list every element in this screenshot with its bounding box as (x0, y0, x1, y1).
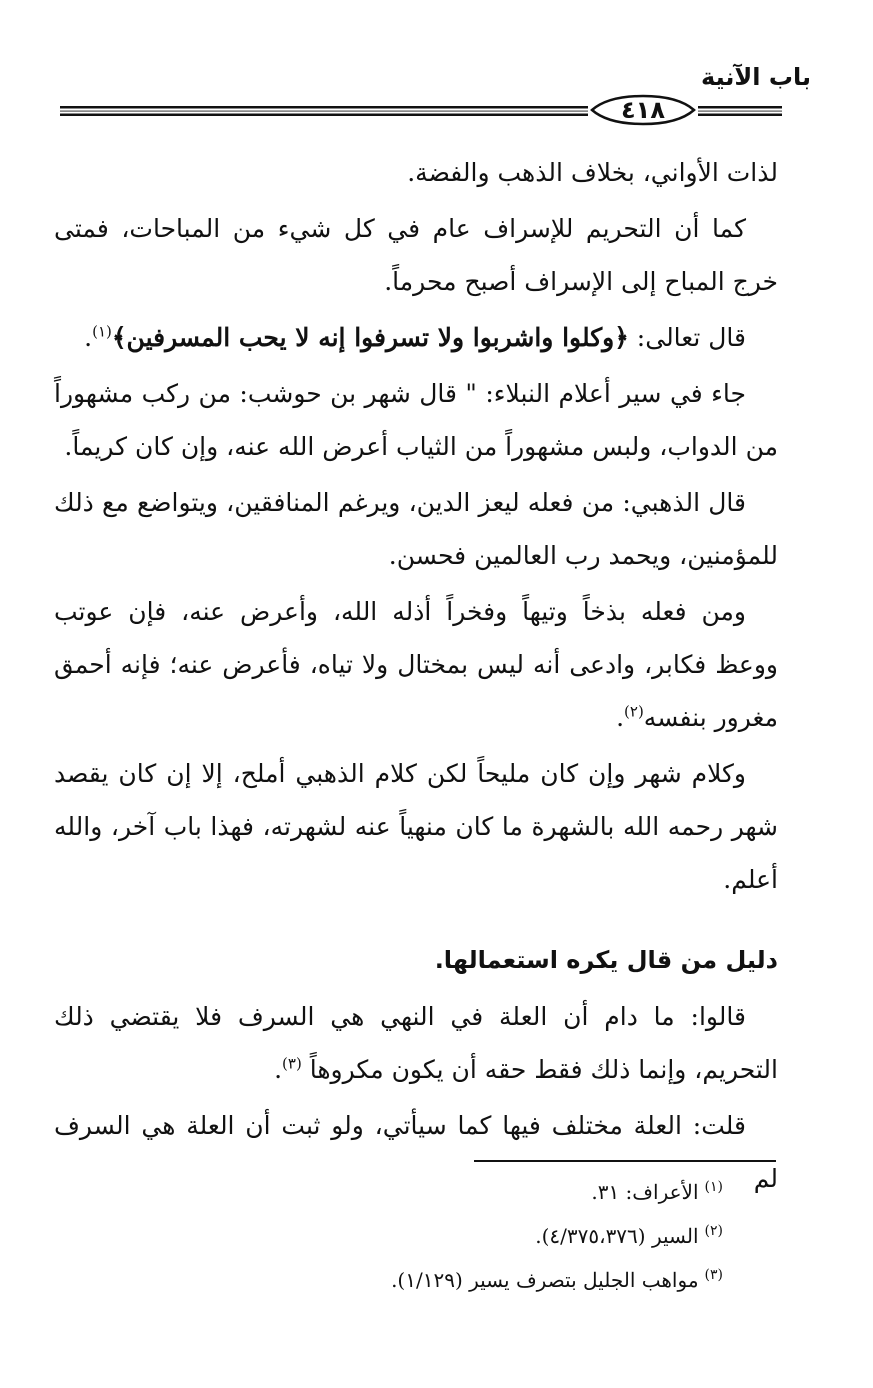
paragraph-text: وكلام شهر وإن كان مليحاً لكن كلام الذهبي أملح، إلا إن كان يقصد شهر رحمه الله بالشهرة ما كان منهياً عنه لشهرته، فهذا باب آخر، والله أعلم. (54, 759, 778, 894)
footnote-ref: (٢) (624, 702, 644, 721)
chapter-title: باب الآنية (701, 63, 811, 91)
paragraph (54, 585, 778, 744)
footnote (163, 1214, 723, 1258)
paragraph (54, 202, 778, 308)
footnote-number: (١) (704, 1179, 723, 1196)
paragraph (54, 747, 778, 906)
footnote (163, 1258, 723, 1302)
paragraph-suffix: . (274, 1055, 283, 1084)
paragraph-text: جاء في سير أعلام النبلاء: " قال شهر بن حوشب: من ركب مشهوراً من الدواب، ولبس مشهوراً من الثياب أعرض الله عنه، وإن كان كريماً. (54, 379, 778, 461)
quran-paragraph (54, 311, 778, 364)
paragraph-text: ومن فعله بذخاً وتيهاً وفخراً أذله الله، وأعرض عنه، فإن عوتب ووعظ فكابر، وادعى أنه ليس بمختال ولا تياه، فأعرض عنه؛ فإنه أحمق مغرور بنفسه (54, 597, 778, 732)
paragraph-text: قال الذهبي: من فعله ليعز الدين، ويرغم المنافقين، ويتواضع مع ذلك للمؤمنين، ويحمد رب العالمين فحسن. (54, 488, 778, 570)
footnote (163, 1170, 723, 1214)
footnote-divider (474, 1160, 776, 1162)
page-number: ٤١٨ (621, 96, 665, 124)
paragraph-text: قلت: العلة مختلف فيها كما سيأتي، ولو ثبت أن العلة هي السرف لم (54, 1111, 778, 1193)
footnote-text: الأعراف: ٣١. (591, 1180, 699, 1204)
section-heading: دليل من قال يكره استعمالها. (434, 946, 778, 974)
footnote-number: (٢) (704, 1223, 723, 1240)
footnote-ref: (٣) (282, 1054, 302, 1073)
paragraph-suffix: . (616, 703, 625, 732)
footnote-text: السير (٤/٣٧٥،٣٧٦). (535, 1224, 699, 1248)
page-number-badge (588, 93, 698, 127)
quran-verse: ﴿وكلوا واشربوا ولا تسرفوا إنه لا يحب المسرفين﴾ (111, 323, 629, 352)
footnote-ref: (١) (92, 322, 112, 341)
paragraph (54, 476, 778, 582)
paragraph (54, 367, 778, 473)
paragraph-text: لذات الأواني، بخلاف الذهب والفضة. (407, 158, 778, 187)
paragraph (54, 146, 778, 199)
footnote-text: مواهب الجليل بتصرف يسير (١/١٢٩). (391, 1268, 699, 1292)
paragraph-text: كما أن التحريم للإسراف عام في كل شيء من المباحات، فمتى خرج المباح إلى الإسراف أصبح محرماً. (54, 214, 778, 296)
paragraph (54, 990, 778, 1096)
paragraph-text: قالوا: ما دام أن العلة في النهي هي السرف فلا يقتضي ذلك التحريم، وإنما ذلك فقط حقه أن يكون مكروهاً (54, 1002, 778, 1084)
footnote-number: (٣) (704, 1267, 723, 1284)
paragraph-suffix: . (84, 323, 93, 352)
quran-intro: قال تعالى: (628, 323, 746, 352)
body-text (54, 146, 778, 1205)
footnotes (163, 1170, 723, 1302)
